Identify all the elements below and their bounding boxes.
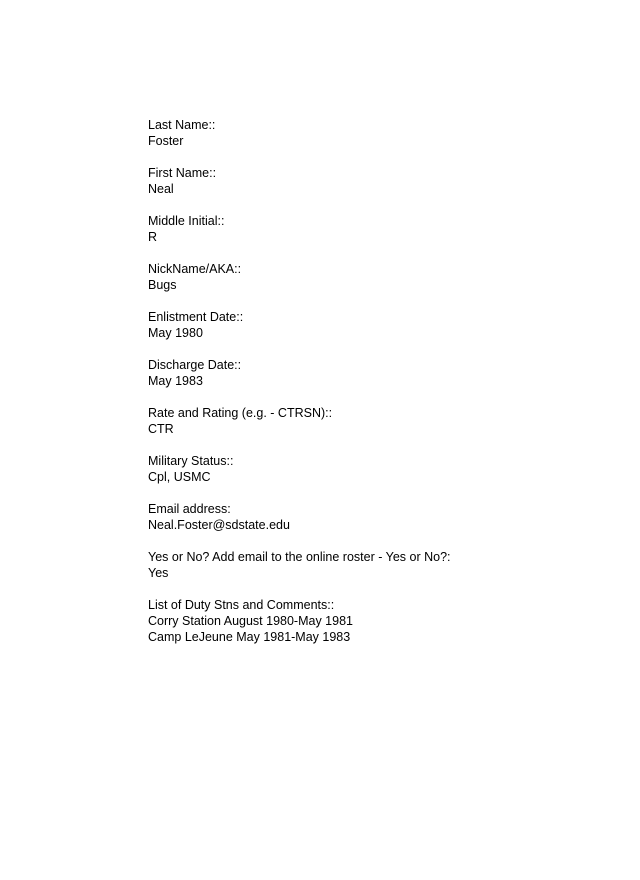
enlistment-date-value: May 1980 xyxy=(148,326,203,340)
roster-opt-in-label: Yes or No? Add email to the online roster - Yes or No?: xyxy=(148,550,451,564)
middle-initial-field xyxy=(148,213,608,245)
discharge-date-value: May 1983 xyxy=(148,374,203,388)
military-status-value: Cpl, USMC xyxy=(148,470,211,484)
discharge-date-field xyxy=(148,357,608,389)
last-name-field xyxy=(148,117,608,149)
nickname-field xyxy=(148,261,608,293)
nickname-label: NickName/AKA:: xyxy=(148,262,242,276)
roster-opt-in-field xyxy=(148,549,608,581)
military-status-label: Military Status:: xyxy=(148,454,234,468)
last-name-label: Last Name:: xyxy=(148,118,216,132)
rate-rating-field xyxy=(148,405,608,437)
rate-rating-label: Rate and Rating (e.g. - CTRSN):: xyxy=(148,406,333,420)
first-name-field xyxy=(148,165,608,197)
first-name-label: First Name:: xyxy=(148,166,217,180)
military-status-field xyxy=(148,453,608,485)
first-name-value: Neal xyxy=(148,182,174,196)
middle-initial-label: Middle Initial:: xyxy=(148,214,225,228)
roster-record xyxy=(148,117,608,661)
email-label: Email address: xyxy=(148,502,231,516)
email-field xyxy=(148,501,608,533)
email-value: Neal.Foster@sdstate.edu xyxy=(148,518,290,532)
middle-initial-value: R xyxy=(148,230,158,244)
discharge-date-label: Discharge Date:: xyxy=(148,358,242,372)
duty-stations-field xyxy=(148,597,608,645)
duty-station-line: Camp LeJeune May 1981-May 1983 xyxy=(148,630,351,644)
enlistment-date-field xyxy=(148,309,608,341)
duty-stations-label: List of Duty Stns and Comments:: xyxy=(148,598,335,612)
nickname-value: Bugs xyxy=(148,278,177,292)
last-name-value: Foster xyxy=(148,134,184,148)
enlistment-date-label: Enlistment Date:: xyxy=(148,310,244,324)
roster-opt-in-value: Yes xyxy=(148,566,169,580)
duty-station-line: Corry Station August 1980-May 1981 xyxy=(148,614,353,628)
rate-rating-value: CTR xyxy=(148,422,174,436)
